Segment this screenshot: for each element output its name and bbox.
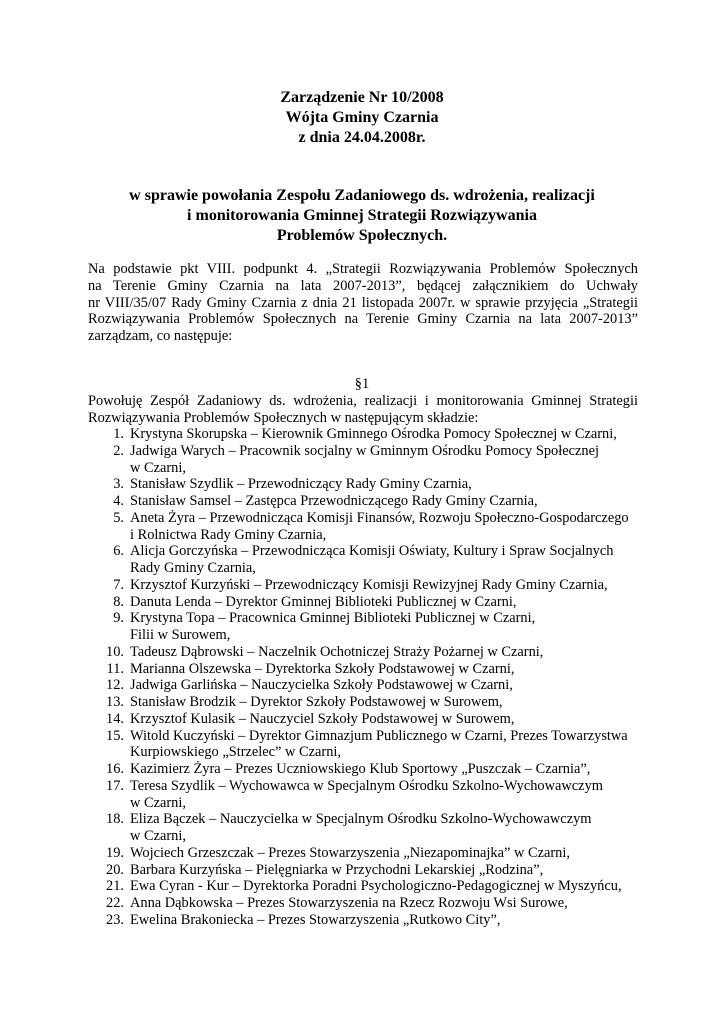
list-item-number: 13. <box>106 694 124 710</box>
list-item-text: Rady Gminy Czarnia, <box>130 560 256 576</box>
subject-line-1: w sprawie powołania Zespołu Zadaniowego ds. wdrożenia, realizacji <box>129 187 595 204</box>
list-item <box>88 845 648 862</box>
list-item-text: Krystyna Skorupska – Kierownik Gminnego Ośrodka Pomocy Społecznej w Czarni, <box>130 426 617 442</box>
list-item-number: 20. <box>106 861 124 878</box>
list-item <box>88 895 648 912</box>
list-item-text: Kazimierz Żyra – Prezes Uczniowskiego Klub Sportowy „Puszczak – Czarnia”, <box>130 761 591 777</box>
intro-line: Na podstawie pkt VIII. podpunkt 4. „Strategii Rozwiązywania Problemów Społecznych <box>88 261 638 277</box>
intro-line: zarządzam, co następuje: <box>88 328 233 345</box>
list-item-number: 14. <box>106 710 124 727</box>
list-item-text: Witold Kuczyński – Dyrektor Gimnazjum Publicznego w Czarni, Prezes Towarzystwa <box>130 727 628 744</box>
list-item-text: Teresa Szydlik – Wychowawca w Specjalnym Ośrodku Szkolno-Wychowawczym <box>130 777 603 794</box>
list-item-number: 3. <box>113 476 124 493</box>
list-item-text: i Rolnictwa Rady Gminy Czarnia, <box>130 526 327 543</box>
list-item-text: Filii w Surowem, <box>130 627 231 643</box>
section-lead-line: Powołuję Zespół Zadaniowy ds. wdrożenia, realizacji i monitorowania Gminnej Strategii <box>88 393 638 409</box>
list-item <box>88 594 648 611</box>
list-item-number: 1. <box>113 426 124 442</box>
member-list <box>88 426 648 929</box>
intro-paragraph <box>88 261 638 345</box>
list-item-text: Krzysztof Kurzyński – Przewodniczący Komisji Rewizyjnej Rady Gminy Czarnia, <box>130 576 608 593</box>
intro-line: nr VIII/35/07 Rady Gminy Czarnia z dnia 21 listopada 2007r. w sprawie przyjęcia „Strategii <box>88 294 638 311</box>
list-item-text: Kurpiowskiego „Strzelec” w Czarni, <box>130 744 341 761</box>
intro-line: Rozwiązywania Problemów Społecznych na Terenie Gminy Czarnia na lata 2007-2013” <box>88 311 638 328</box>
issuer-line: Wójta Gminy Czarnia <box>285 109 439 126</box>
section-symbol: §1 <box>354 376 370 392</box>
list-item <box>88 728 648 762</box>
list-item <box>88 661 648 678</box>
list-item-number: 10. <box>106 643 124 660</box>
subject-line-3: Problemów Społecznych. <box>276 227 448 244</box>
list-item-number: 18. <box>106 811 124 828</box>
list-item-text: Anna Dąbkowska – Prezes Stowarzyszenia na Rzecz Rozwoju Wsi Surowe, <box>130 895 568 911</box>
list-item-text: w Czarni, <box>130 794 186 811</box>
list-item <box>88 761 648 778</box>
list-item-number: 19. <box>106 844 124 861</box>
list-item <box>88 426 648 443</box>
list-item-text: w Czarni, <box>130 828 186 844</box>
list-item-text: Alicja Gorczyńska – Przewodnicząca Komisji Oświaty, Kultury i Spraw Socjalnych <box>130 543 614 560</box>
list-item-number: 21. <box>106 878 124 895</box>
list-item <box>88 711 648 728</box>
list-item-text: Marianna Olszewska – Dyrektorka Szkoły Podstawowej w Czarni, <box>130 660 515 677</box>
intro-line: na Terenie Gminy Czarnia na lata 2007-2013”, będącej załącznikiem do Uchwały <box>88 277 638 294</box>
list-item-number: 22. <box>106 895 124 911</box>
list-item-text: Stanisław Brodzik – Dyrektor Szkoły Podstawowej w Surowem, <box>130 694 503 710</box>
list-item-text: Wojciech Grzeszczak – Prezes Stowarzyszenia „Niezapominajka” w Czarni, <box>130 844 570 861</box>
list-item-text: Krystyna Topa – Pracownica Gminnej Biblioteki Publicznej w Czarni, <box>130 610 536 627</box>
list-item-number: 5. <box>113 509 124 526</box>
list-item <box>88 644 648 661</box>
list-item-text: w Czarni, <box>130 459 186 476</box>
list-item <box>88 443 648 477</box>
list-item-text: Danuta Lenda – Dyrektor Gminnej Biblioteki Publicznej w Czarni, <box>130 593 517 610</box>
list-item-number: 16. <box>106 761 124 777</box>
ordinance-title: Zarządzenie Nr 10/2008 <box>280 89 444 106</box>
list-item-text: Eliza Bączek – Nauczycielka w Specjalnym Ośrodku Szkolno-Wychowawczym <box>130 811 592 828</box>
list-item-text: Ewelina Brakoniecka – Prezes Stowarzyszenia „Rutkowo City”, <box>130 911 501 928</box>
list-item-text: Stanisław Szydlik – Przewodniczący Rady Gminy Czarnia, <box>130 476 472 493</box>
list-item-number: 11. <box>106 660 124 677</box>
list-item <box>88 510 648 544</box>
date-line: z dnia 24.04.2008r. <box>298 129 426 146</box>
list-item <box>88 476 648 493</box>
list-item-number: 2. <box>113 442 124 459</box>
list-item-text: Aneta Żyra – Przewodnicząca Komisji Finansów, Rozwoju Społeczno-Gospodarczego <box>130 509 629 526</box>
list-item-number: 4. <box>113 493 124 509</box>
list-item-text: Tadeusz Dąbrowski – Naczelnik Ochotniczej Straży Pożarnej w Czarni, <box>130 643 544 660</box>
section-lead <box>88 393 638 427</box>
list-item <box>88 610 648 644</box>
list-item-text: Stanisław Samsel – Zastępca Przewodniczącego Rady Gminy Czarnia, <box>130 493 538 509</box>
list-item-number: 17. <box>106 777 124 794</box>
list-item-number: 15. <box>106 727 124 744</box>
list-item-number: 23. <box>106 911 124 928</box>
list-item <box>88 811 648 845</box>
list-item <box>88 694 648 711</box>
list-item <box>88 878 648 895</box>
list-item-text: Jadwiga Garlińska – Nauczycielka Szkoły Podstawowej w Czarni, <box>130 677 513 694</box>
list-item-number: 9. <box>113 610 124 627</box>
list-item-text: Jadwiga Warych – Pracownik socjalny w Gminnym Ośrodku Pomocy Społecznej <box>130 442 599 459</box>
list-item <box>88 912 648 929</box>
list-item <box>88 778 648 812</box>
subject-line-2: i monitorowania Gminnej Strategii Rozwiązywania <box>187 207 537 224</box>
list-item <box>88 577 648 594</box>
list-item-number: 6. <box>113 543 124 560</box>
list-item-text: Barbara Kurzyńska – Pielęgniarka w Przychodni Lekarskiej „Rodzina”, <box>130 861 544 878</box>
list-item <box>88 677 648 694</box>
list-item <box>88 862 648 879</box>
list-item <box>88 493 648 510</box>
list-item <box>88 543 648 577</box>
list-item-number: 7. <box>113 576 124 593</box>
section-lead-line: Rozwiązywania Problemów Społecznych w następującym składzie: <box>88 409 479 426</box>
list-item-text: Ewa Cyran - Kur – Dyrektorka Poradni Psychologiczno-Pedagogicznej w Myszyńcu, <box>130 878 622 895</box>
list-item-number: 8. <box>113 593 124 610</box>
list-item-number: 12. <box>106 677 124 694</box>
list-item-text: Krzysztof Kulasik – Nauczyciel Szkoły Podstawowej w Surowem, <box>130 710 515 727</box>
